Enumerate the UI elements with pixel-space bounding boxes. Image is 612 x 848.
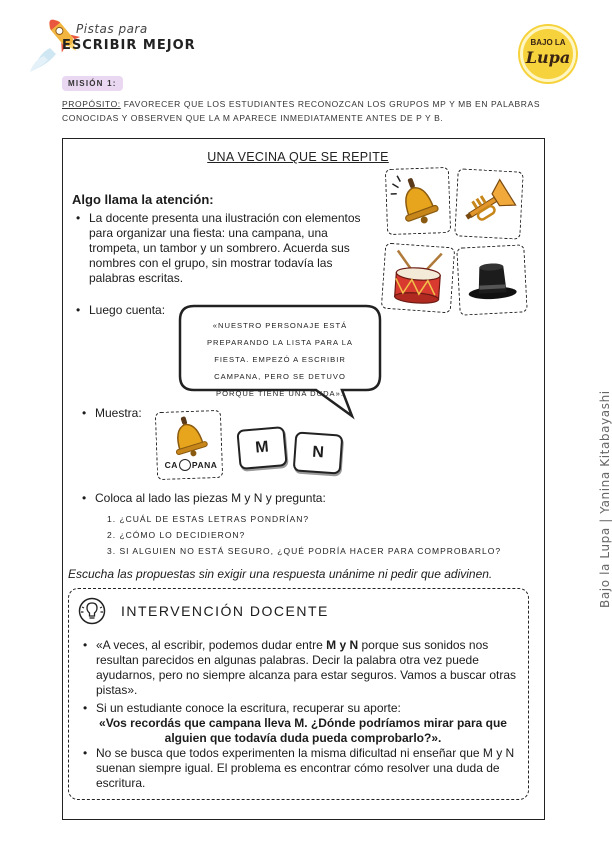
purpose-text bbox=[62, 97, 552, 125]
letter-tile-n: N bbox=[293, 431, 344, 474]
bullet-question: • Coloca al lado las piezas M y N y pregunta: bbox=[82, 491, 326, 505]
bell-icon bbox=[386, 168, 450, 234]
closing-note: Escucha las propuestas sin exigir una respuesta unánime ni pedir que adivinen. bbox=[68, 567, 493, 581]
hat-card bbox=[456, 244, 527, 315]
drum-card bbox=[381, 243, 455, 314]
bullet-story: • Luego cuenta: bbox=[76, 303, 166, 317]
intervention-bullet-2: • Si un estudiante conoce la escritura, recuperar su aporte: bbox=[83, 701, 401, 715]
intervention-b3-text: No se busca que todos experimenten la misma dificultad ni enseñar que M y N suenan siempre igual. El problema es encontrar cómo resolver una duda de escritura. bbox=[96, 746, 515, 790]
teacher-quote: «Vos recordás que campana lleva M. ¿Dónde podríamos mirar para que alguien que todavía duda pueda comprobarlo?». bbox=[99, 716, 507, 745]
trumpet-card bbox=[454, 168, 523, 239]
bullet-presentation: • La docente presenta una ilustración con elementos para organizar una fiesta: una campana, una trompeta, un tambor y un sombrero. Acuerda sus nombres con el grupo, sin mostrar todavía las palabras escritas. bbox=[76, 211, 361, 285]
logo-line1: BAJO LA bbox=[530, 38, 566, 47]
intervention-b2-text: Si un estudiante conoce la escritura, recuperar su aporte: bbox=[96, 701, 401, 715]
purpose-body: FAVORECER QUE LOS ESTUDIANTES RECONOZCAN LOS GRUPOS MP Y MB EN PALABRAS CONOCIDAS Y OBSERVEN QUE LA M APARECE INMEDIATAMENTE ANTES DE P Y B. bbox=[62, 99, 541, 123]
bell-card bbox=[385, 167, 451, 235]
mission-badge: MISIÓN 1: bbox=[62, 76, 123, 91]
question-3: 3. SI ALGUIEN NO ESTÁ SEGURO, ¿QUÉ PODRÍA HACER PARA COMPROBARLO? bbox=[107, 546, 502, 556]
bajo-la-lupa-logo bbox=[520, 26, 576, 82]
intervention-bullet-3: • No se busca que todos experimenten la misma dificultad ni enseñar que M y N suenan siempre igual. El problema es encontrar cómo resolver una duda de escritura. bbox=[83, 746, 515, 790]
top-hat-icon bbox=[457, 245, 526, 314]
bullet-show: • Muestra: bbox=[82, 406, 142, 420]
bullet-question-text: Coloca al lado las piezas M y N y pregunta: bbox=[95, 491, 326, 505]
section-heading: Algo llama la atención: bbox=[72, 192, 214, 207]
bullet-show-text: Muestra: bbox=[95, 406, 142, 420]
drum-icon bbox=[382, 244, 454, 313]
speech-text: «NUESTRO PERSONAJE ESTÁ PREPARANDO LA LISTA PARA LA FIESTA. EMPEZÓ A ESCRIBIR CAMPANA, PERO SE DETUVO PORQUE TIENE UNA DUDA». bbox=[206, 321, 353, 398]
side-credit: Bajo la Lupa | Yanina Kitabayashi bbox=[598, 390, 612, 608]
letter-tile-m: M bbox=[236, 426, 287, 470]
intervention-b1-post: porque sus sonidos nos resultan parecidos en algunas palabras. Decir la palabra otra vez puede ayudarnos, pero no siempre alcanza para estar seguros. Vamos a buscar otras pistas». bbox=[96, 638, 516, 697]
series-title-line2: ESCRIBIR MEJOR bbox=[62, 38, 196, 53]
series-title-line1: Pistas para bbox=[76, 22, 148, 36]
word-start: CA bbox=[164, 460, 178, 470]
bullet-presentation-text: La docente presenta una ilustración con elementos para organizar una fiesta: una campana, una trompeta, un tambor y un sombrero. Acuerda sus nombres con el grupo, sin mostrar todavía las palabras escritas. bbox=[89, 211, 361, 285]
question-2: 2. ¿CÓMO LO DECIDIERON? bbox=[107, 530, 246, 540]
incomplete-word bbox=[160, 460, 222, 471]
missing-letter-slot bbox=[179, 459, 191, 471]
word-end: PANA bbox=[191, 460, 218, 470]
question-1: 1. ¿CUÁL DE ESTAS LETRAS PONDRÍAN? bbox=[107, 514, 310, 524]
purpose-label: PROPÓSITO: bbox=[62, 99, 121, 109]
intervention-b1-bold: M y N bbox=[326, 638, 359, 652]
logo-line2: Lupa bbox=[525, 48, 571, 67]
intervention-title: INTERVENCIÓN DOCENTE bbox=[121, 603, 329, 619]
trumpet-icon bbox=[455, 169, 522, 238]
lightbulb-icon bbox=[78, 597, 106, 625]
intervention-b1-pre: «A veces, al escribir, podemos dudar entre bbox=[96, 638, 327, 652]
bullet-story-text: Luego cuenta: bbox=[89, 303, 166, 317]
intervention-bullet-1: • «A veces, al escribir, podemos dudar entre M y N porque sus sonidos nos resultan parecidos en algunas palabras. Decir la palabra otra vez puede ayudarnos, pero no siempre alcanza para estar seguros. Vamos a buscar otras pistas». bbox=[83, 638, 516, 697]
activity-title: UNA VECINA QUE SE REPITE bbox=[207, 150, 389, 164]
